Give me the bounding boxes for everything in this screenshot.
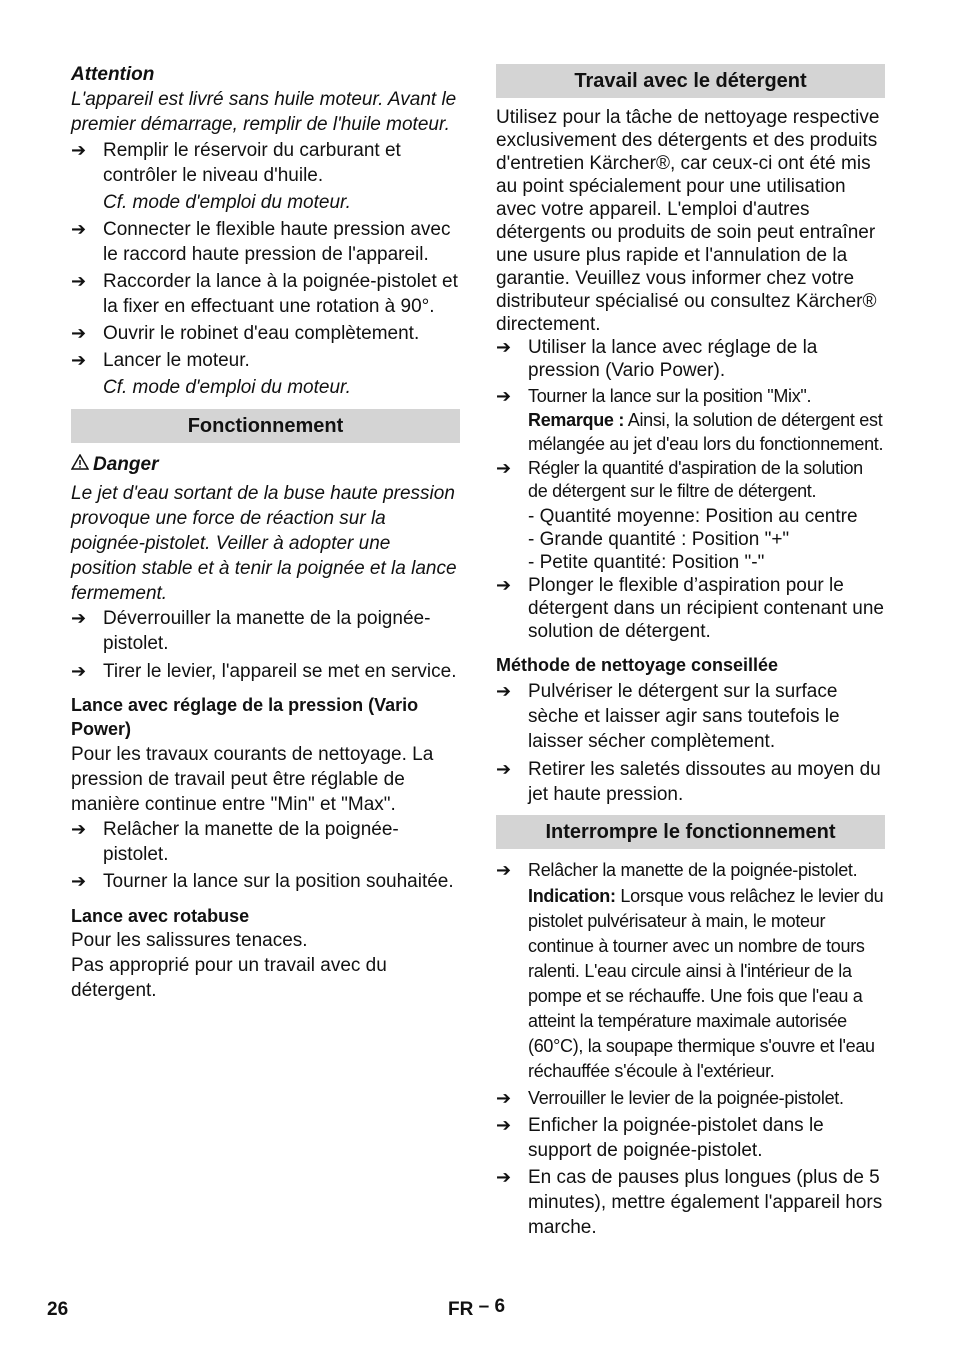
arrow-right-icon: ➔ (71, 323, 87, 343)
arrow-right-icon: ➔ (71, 219, 87, 239)
arrow-right-icon: ➔ (71, 350, 87, 370)
page-number: 26 (47, 1299, 69, 1320)
section-heading-fonctionnement: Fonctionnement (71, 409, 460, 443)
arrow-right-icon: ➔ (496, 860, 511, 880)
danger-title: Danger (71, 452, 460, 477)
indication: Indication: Lorsque vous relâchez le levier du pistolet pulvérisateur à main, le moteur continue à tourner avec un nombre de tours ralenti. L'eau circule ainsi à l'intérieur de la pompe et se réchauffe. Une fois que l'eau a atteint la température maximale autorisée (60°C), la soupape thermique s'ouvre et l'eau réchauffée s'écoule à l'extérieur. (528, 886, 884, 1081)
right-column (496, 62, 885, 1240)
arrow-right-icon: ➔ (496, 458, 511, 478)
step-item: ➔ Lancer le moteur. (71, 350, 250, 371)
arrow-right-icon: ➔ (71, 819, 87, 839)
subheading-method: Méthode de nettoyage conseillée (496, 655, 779, 675)
arrow-right-icon: ➔ (496, 1115, 512, 1135)
section-heading-interrompre: Interrompre le fonctionnement (496, 815, 885, 849)
quantity-item: - Petite quantité: Position "-" (528, 552, 765, 573)
danger-text: Le jet d'eau sortant de la buse haute pression provoque une force de réaction sur la poignée-pistolet. Veiller à adopter une position stable et à tenir la poignée et la lance fermement. (71, 483, 457, 604)
step-item: ➔ Ouvrir le robinet d'eau complètement. (71, 323, 420, 344)
arrow-right-icon: ➔ (71, 140, 87, 160)
arrow-right-icon: ➔ (496, 386, 511, 406)
step-item: ➔ Raccorder la lance à la poignée-pistolet et la fixer en effectuant une rotation à 90°. (71, 271, 458, 317)
step-note: Cf. mode d'emploi du moteur. (103, 192, 351, 213)
step-item: ➔ Verrouiller le levier de la poignée-pistolet. (496, 1088, 844, 1108)
attention-title: Attention (71, 64, 155, 85)
step-item: ➔ Retirer les saletés dissoutes au moyen du jet haute pression. (496, 759, 881, 805)
step-item: ➔ Tirer le levier, l'appareil se met en service. (71, 661, 457, 682)
warning-triangle-icon (71, 452, 93, 477)
arrow-right-icon: ➔ (496, 681, 512, 701)
arrow-right-icon: ➔ (496, 575, 512, 595)
arrow-right-icon: ➔ (71, 661, 87, 681)
step-item: ➔ En cas de pauses plus longues (plus de 5 minutes), mettre également l'appareil hors marche. (496, 1167, 883, 1238)
arrow-right-icon: ➔ (496, 759, 512, 779)
attention-text: L'appareil est livré sans huile moteur. Avant le premier démarrage, remplir de l'huile moteur. (71, 89, 457, 135)
step-item: ➔ Remplir le réservoir du carburant et contrôler le niveau d'huile. (71, 140, 401, 186)
step-item: ➔ Enficher la poignée-pistolet dans le support de poignée-pistolet. (496, 1115, 824, 1161)
arrow-right-icon: ➔ (71, 871, 87, 891)
subheading-vario: Lance avec réglage de la pression (Vario Power) (71, 695, 419, 739)
step-item: ➔ Régler la quantité d'aspiration de la solution de détergent sur le filtre de détergent. (496, 458, 863, 501)
arrow-right-icon: ➔ (496, 1088, 511, 1108)
left-column (71, 62, 460, 1003)
step-item: ➔ Tourner la lance sur la position "Mix". (496, 386, 812, 406)
section-heading-detergent: Travail avec le détergent (496, 64, 885, 98)
subheading-rotabuse: Lance avec rotabuse (71, 906, 250, 926)
step-item: ➔ Déverrouiller la manette de la poignée-pistolet. (71, 608, 431, 654)
step-item: ➔ Utiliser la lance avec réglage de la pression (Vario Power). (496, 337, 818, 381)
arrow-right-icon: ➔ (71, 608, 87, 628)
rotabuse-text: Pour les salissures tenaces. (71, 930, 308, 951)
step-item: ➔ Plonger le flexible d’aspiration pour le détergent dans un récipient contenant une solution de détergent. (496, 575, 884, 642)
step-item: ➔ Pulvériser le détergent sur la surface sèche et laisser agir sans toutefois le laisser sécher complètement. (496, 681, 840, 752)
step-item: ➔ Tourner la lance sur la position souhaitée. (71, 871, 454, 892)
language-page-label: FR – 6 (448, 1296, 506, 1320)
vario-text: Pour les travaux courants de nettoyage. La pression de travail peut être réglable de manière continue entre "Min" et "Max". (71, 744, 434, 815)
remark: Remarque : Ainsi, la solution de détergent est mélangée au jet d'eau lors du fonctionnement. (528, 410, 884, 454)
step-note: Cf. mode d'emploi du moteur. (103, 377, 351, 398)
arrow-right-icon: ➔ (496, 337, 512, 357)
arrow-right-icon: ➔ (496, 1167, 512, 1187)
quantity-item: - Grande quantité : Position "+" (528, 529, 790, 550)
rotabuse-text: Pas approprié pour un travail avec du détergent. (71, 955, 387, 1001)
step-item: ➔ Relâcher la manette de la poignée-pistolet. (496, 860, 858, 880)
quantity-item: - Quantité moyenne: Position au centre (528, 506, 858, 527)
arrow-right-icon: ➔ (71, 271, 87, 291)
step-item: ➔ Connecter le flexible haute pression avec le raccord haute pression de l'appareil. (71, 219, 451, 265)
detergent-text: Utilisez pour la tâche de nettoyage respective exclusivement des détergents et des produits d'entretien Kärcher®, car ceux-ci ont été mis au point spécialement pour une utilisation avec votre appareil. L'emploi d'autres détergents ou produits de soin peut entraîner une usure plus rapide et l'annulation de la garantie. Veuillez vous informer chez votre distributeur spécialisé ou consultez Kärcher® directement. (496, 107, 880, 335)
step-item: ➔ Relâcher la manette de la poignée-pistolet. (71, 819, 399, 865)
